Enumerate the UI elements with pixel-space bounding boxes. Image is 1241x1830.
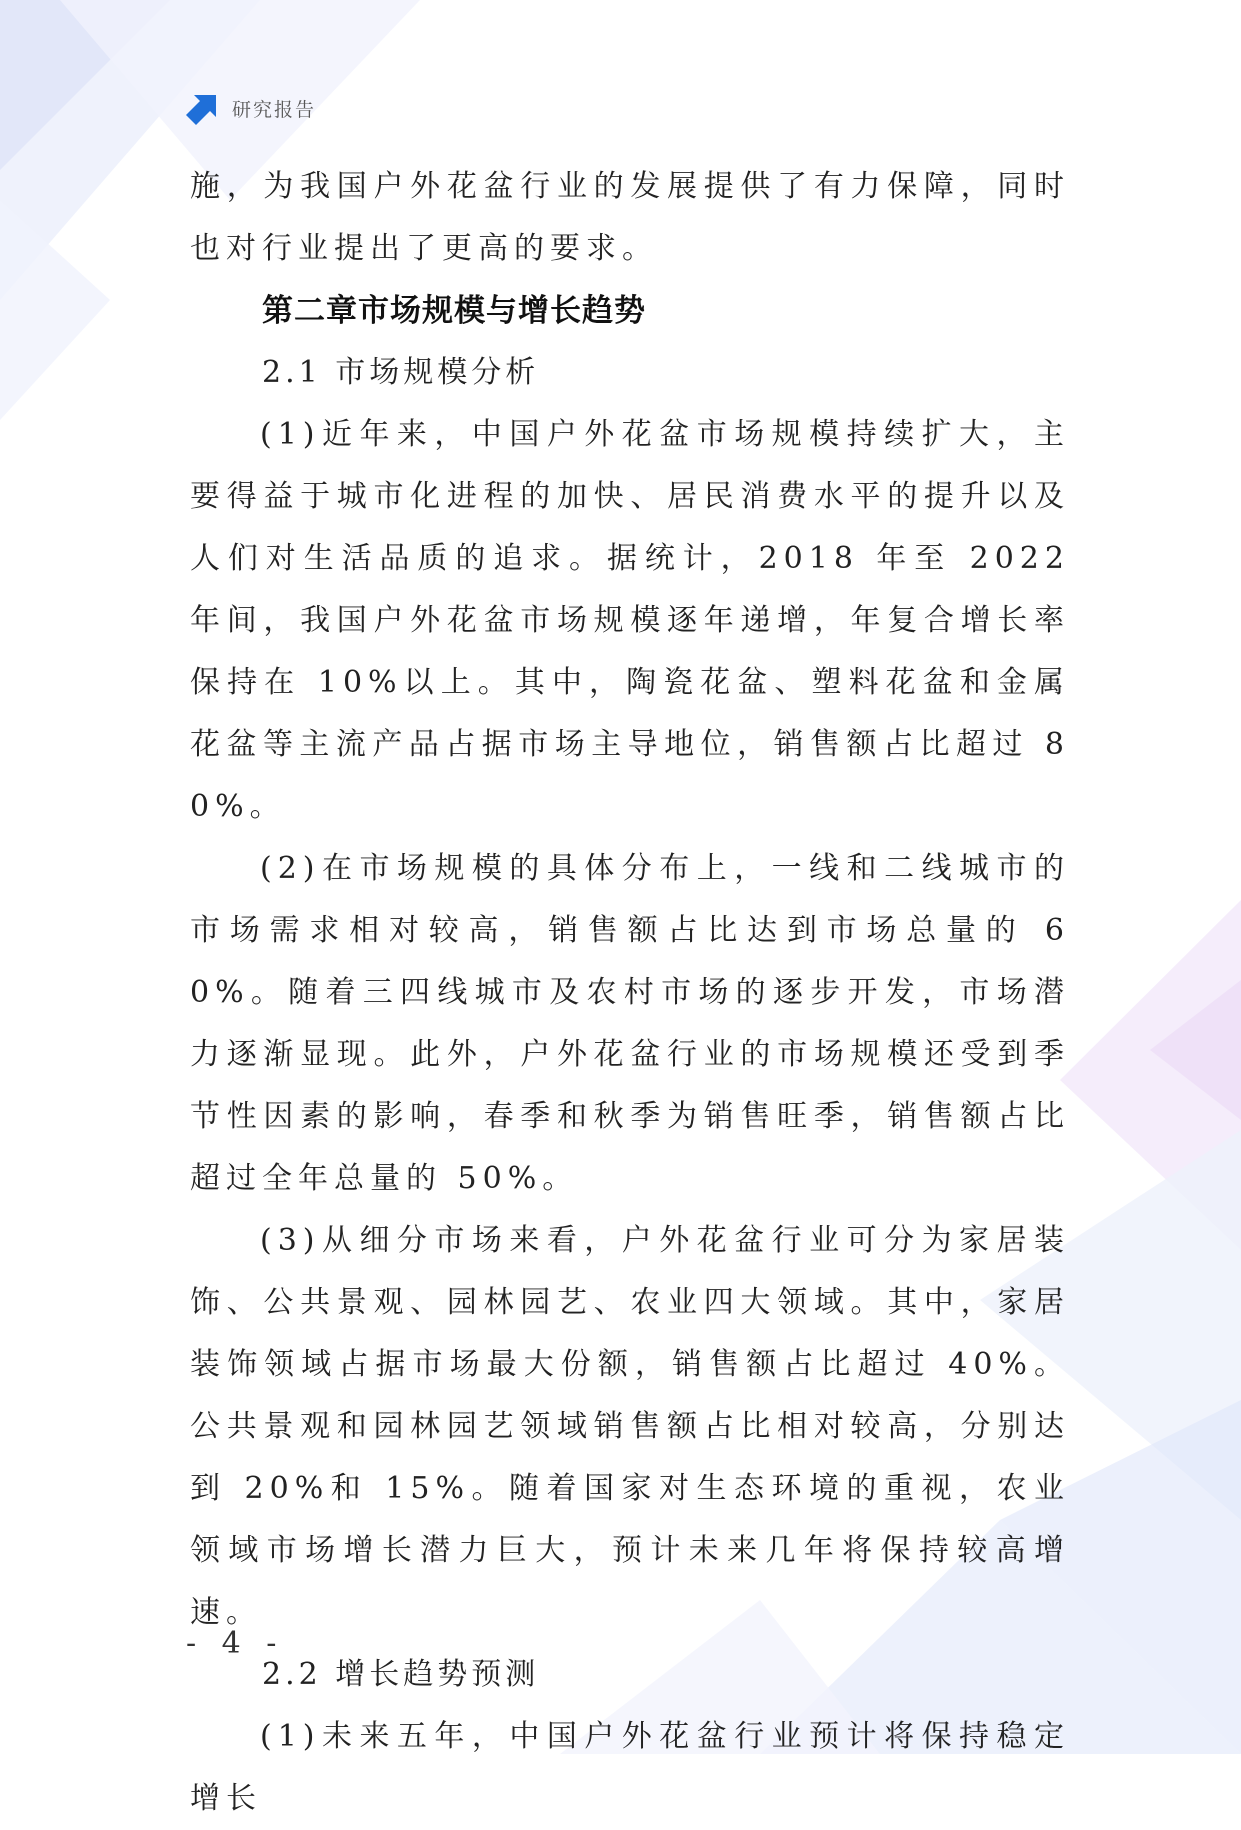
document-body bbox=[190, 156, 1070, 1830]
section-title-growth-trend: 2.2 增长趋势预测 bbox=[262, 1657, 540, 1692]
section-title-market-size: 2.1 市场规模分析 bbox=[262, 355, 540, 390]
paragraph-market-size-1: (1)近年来，中国户外花盆市场规模持续扩大，主要得益于城市化进程的加快、居民消费水平的提升以及人们对生活品质的追求。据统计，2018 年至 2022 年间，我国户外花盆市场规模逐年递增，年复合增长率保持在 10%以上。其中，陶瓷花盆、塑料花盆和金属花盆等主流产品占据市场主导地位，销售额占比超过 80%。 bbox=[190, 417, 1070, 824]
paragraph-continued: 施，为我国户外花盆行业的发展提供了有力保障，同时也对行业提出了更高的要求。 bbox=[190, 169, 1070, 266]
header-title: 研究报告 bbox=[232, 98, 317, 121]
report-header bbox=[186, 90, 316, 126]
chapter-title: 第二章市场规模与增长趋势 bbox=[262, 293, 646, 329]
paragraph-growth-trend-1: (1)未来五年，中国户外花盆行业预计将保持稳定增长 bbox=[190, 1719, 1070, 1816]
paragraph-market-size-3: (3)从细分市场来看，户外花盆行业可分为家居装饰、公共景观、园林园艺、农业四大领域。其中，家居装饰领域占据市场最大份额，销售额占比超过 40%。公共景观和园林园艺领域销售额占比相对较高，分别达到 20%和 15%。随着国家对生态环境的重视，农业领域市场增长潜力巨大，预计未来几年将保持较高增速。 bbox=[190, 1223, 1070, 1630]
arrow-up-right-icon bbox=[186, 91, 220, 125]
page-number: - 4 - bbox=[186, 1626, 285, 1661]
paragraph-market-size-2: (2)在市场规模的具体分布上，一线和二线城市的市场需求相对较高，销售额占比达到市场总量的 60%。随着三四线城市及农村市场的逐步开发，市场潜力逐渐显现。此外，户外花盆行业的市场规模还受到季节性因素的影响，春季和秋季为销售旺季，销售额占比超过全年总量的 50%。 bbox=[190, 851, 1070, 1196]
